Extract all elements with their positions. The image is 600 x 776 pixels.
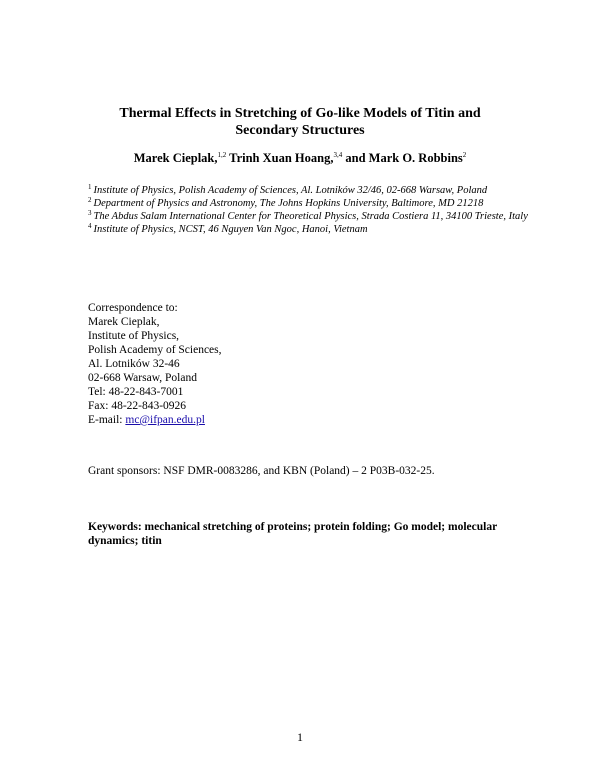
correspondence-block bbox=[88, 301, 222, 427]
affiliation-number: 3 bbox=[88, 208, 92, 217]
author-affiliation-marker: 1,2 bbox=[217, 150, 227, 159]
email-label: E-mail: bbox=[88, 414, 126, 426]
author-name: Trinh Xuan Hoang, bbox=[229, 151, 334, 165]
correspondence-name: Marek Cieplak, bbox=[88, 316, 160, 328]
affiliation-item bbox=[88, 197, 528, 210]
affiliation-text: Institute of Physics, NCST, 46 Nguyen Van Ngoc, Hanoi, Vietnam bbox=[93, 224, 368, 235]
grant-sponsors: Grant sponsors: NSF DMR-0083286, and KBN (Poland) – 2 P03B-032-25. bbox=[88, 465, 435, 477]
correspondence-heading: Correspondence to: bbox=[88, 302, 178, 314]
author-name: and Mark O. Robbins bbox=[345, 151, 463, 165]
title-line-1: Thermal Effects in Stretching of Go-like Models of Titin and bbox=[119, 106, 481, 121]
affiliation-number: 2 bbox=[88, 195, 92, 204]
affiliations-block bbox=[88, 184, 528, 236]
affiliation-text: The Abdus Salam International Center for Theoretical Physics, Strada Costiera 11, 34100 Trieste, Italy bbox=[93, 211, 528, 222]
affiliation-text: Department of Physics and Astronomy, The Johns Hopkins University, Baltimore, MD 21218 bbox=[93, 198, 484, 209]
paper-title bbox=[60, 105, 540, 139]
correspondence-academy: Polish Academy of Sciences, bbox=[88, 344, 222, 356]
affiliation-item bbox=[88, 223, 528, 236]
title-line-2: Secondary Structures bbox=[235, 123, 365, 138]
correspondence-email-line bbox=[88, 413, 222, 427]
correspondence-phone: Tel: 48-22-843-7001 bbox=[88, 386, 184, 398]
author-affiliation-marker: 2 bbox=[462, 150, 467, 159]
keywords: Keywords: mechanical stretching of proteins; protein folding; Go model; molecular dynamics; titin bbox=[88, 521, 497, 547]
page-number: 1 bbox=[297, 730, 303, 744]
correspondence-fax: Fax: 48-22-843-0926 bbox=[88, 400, 187, 412]
affiliation-number: 1 bbox=[88, 182, 92, 191]
affiliation-item bbox=[88, 184, 528, 197]
correspondence-city: 02-668 Warsaw, Poland bbox=[88, 372, 197, 384]
email-link[interactable]: mc@ifpan.edu.pl bbox=[125, 414, 205, 426]
author-list bbox=[60, 150, 540, 166]
affiliation-number: 4 bbox=[88, 221, 92, 230]
author-name: Marek Cieplak, bbox=[133, 151, 218, 165]
affiliation-item bbox=[88, 210, 528, 223]
affiliation-text: Institute of Physics, Polish Academy of Sciences, Al. Lotników 32/46, 02-668 Warsaw, Poland bbox=[93, 185, 488, 196]
correspondence-street: Al. Lotników 32-46 bbox=[88, 358, 180, 370]
author-affiliation-marker: 3,4 bbox=[333, 150, 343, 159]
correspondence-institute: Institute of Physics, bbox=[88, 330, 180, 342]
